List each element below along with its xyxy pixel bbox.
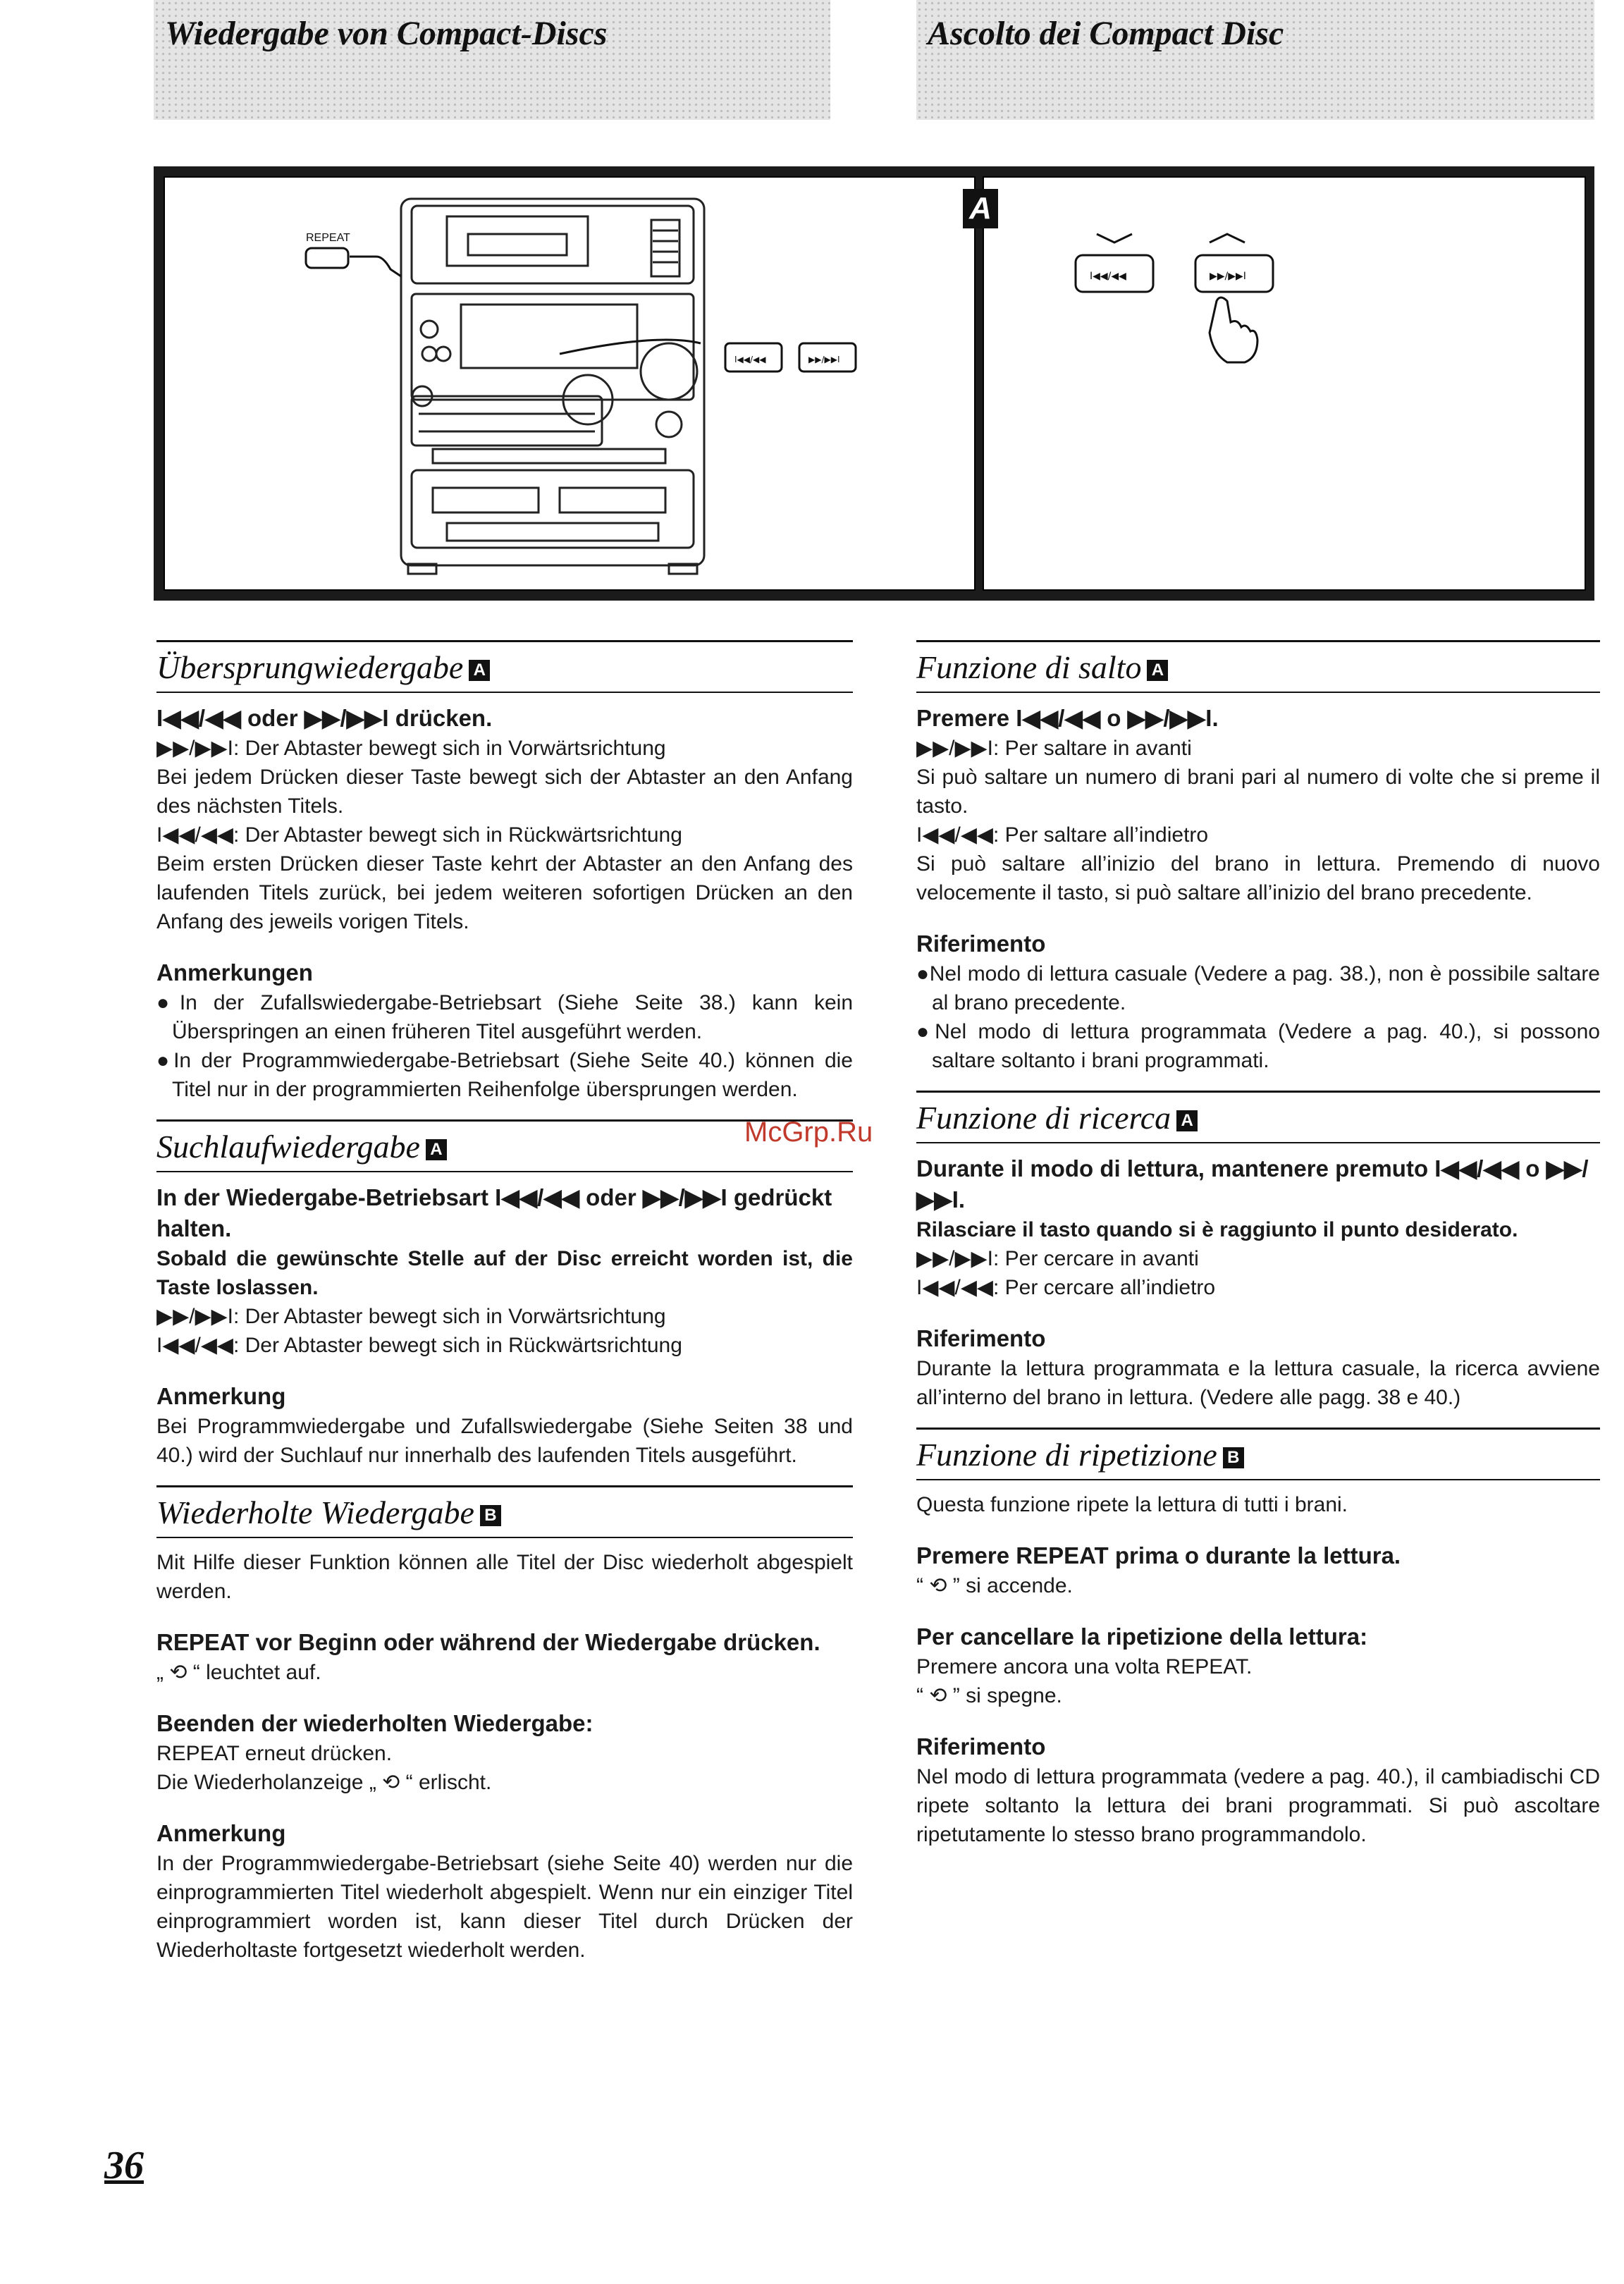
section-title-skip-it: Funzione di salto A <box>916 640 1600 693</box>
note-heading: Anmerkung <box>156 1820 286 1846</box>
section-title-skip-de: Übersprungwiedergabe A <box>156 640 853 693</box>
paragraph: Mit Hilfe dieser Funktion können alle Titel der Disc wiederholt abgespielt werden. <box>156 1551 853 1603</box>
text-line: I◀◀/◀◀: Per saltare all’indietro <box>916 823 1209 847</box>
paragraph: Bei Programmwiedergabe und Zufallswiedergabe (Siehe Seiten 38 und 40.) wird der Suchlauf nur innerhalb des laufenden Titels ausgeführt. <box>156 1415 853 1467</box>
section-title-repeat-de: Wiederholte Wiedergabe B <box>156 1485 853 1538</box>
page-number: 36 <box>104 2144 144 2187</box>
reference-heading: Riferimento <box>916 1733 1046 1760</box>
section-title-repeat-it: Funzione di ripetizione B <box>916 1428 1600 1480</box>
instruction: Premere REPEAT prima o durante la lettura. <box>916 1542 1401 1568</box>
next-button-label: ▶▶/▶▶I <box>808 355 840 364</box>
header-bar-right <box>916 0 1594 120</box>
text-line: REPEAT erneut drücken. <box>156 1742 393 1765</box>
text-line: ▶▶/▶▶I: Per saltare in avanti <box>916 737 1192 760</box>
reference-heading: Riferimento <box>916 1325 1046 1351</box>
instruction: REPEAT vor Beginn oder während der Wiedergabe drücken. <box>156 1629 820 1655</box>
instruction: Durante il modo di lettura, mantenere premuto I◀◀/◀◀ o ▶▶/▶▶I. <box>916 1155 1589 1212</box>
column-italian <box>916 640 1600 1849</box>
note-item: ●In der Zufallswiedergabe-Betriebsart (Siehe Seite 38.) kann kein Überspringen an einen früheren Titel ausgeführt werden. <box>156 991 853 1043</box>
repeat-label: REPEAT <box>306 232 350 244</box>
skip-buttons-detail-illustration <box>984 178 1585 589</box>
text-line: ▶▶/▶▶I: Der Abtaster bewegt sich in Vorwärtsrichtung <box>156 1305 666 1328</box>
note-item: ●Nel modo di lettura casuale (Vedere a pag. 38.), non è possibile saltare al brano precedente. <box>916 962 1600 1014</box>
section-badge: B <box>480 1505 501 1526</box>
paragraph: Si può saltare all’inizio del brano in lettura. Premendo di nuovo velocemente il tasto, si può saltare all’inizio del brano precedente. <box>916 852 1600 904</box>
subheading: Per cancellare la ripetizione della lettura: <box>916 1623 1368 1650</box>
paragraph: In der Programmwiedergabe-Betriebsart (siehe Seite 40) werden nur die einprogrammierten Titel wiederholt abgespielt. Wenn nur ein einziger Titel einprogrammiert worden ist, kann dieser Titel durch Drücken der Wiederholtaste fortgesetzt wiederholt werden. <box>156 1852 853 1962</box>
text-line: I◀◀/◀◀: Der Abtaster bewegt sich in Rückwärtsrichtung <box>156 1334 682 1357</box>
section-badge: A <box>1147 660 1168 681</box>
section-badge: B <box>1223 1447 1244 1468</box>
repeat-button-illustration <box>306 248 348 268</box>
text-line: I◀◀/◀◀: Der Abtaster bewegt sich in Rückwärtsrichtung <box>156 823 682 847</box>
reference-heading: Riferimento <box>916 931 1046 957</box>
section-badge: A <box>469 660 490 681</box>
instruction-sub: Sobald die gewünschte Stelle auf der Disc erreicht worden ist, die Taste loslassen. <box>156 1247 853 1299</box>
figure-badge-a: A <box>963 189 998 228</box>
section-title-search-de: Suchlaufwiedergabe A <box>156 1119 853 1172</box>
header-bar-left <box>154 0 830 120</box>
note-heading: Anmerkung <box>156 1383 286 1409</box>
paragraph: Durante la lettura programmata e la lettura casuale, la ricerca avviene all’interno del brano in lettura. (Vedere alle pagg. 38 e 40.) <box>916 1357 1600 1409</box>
text-line: “ ⟲ ” si accende. <box>916 1574 1073 1597</box>
column-german <box>156 640 853 1965</box>
instruction: I◀◀/◀◀ oder ▶▶/▶▶I drücken. <box>156 705 493 731</box>
text-line: I◀◀/◀◀: Per cercare all’indietro <box>916 1276 1216 1299</box>
note-item: ●Nel modo di lettura programmata (Vedere a pag. 40.), si possono saltare soltanto i brani programmati. <box>916 1020 1600 1072</box>
note-item: ●In der Programmwiedergabe-Betriebsart (Siehe Seite 40.) können die Titel nur in der programmierten Reihenfolge übersprungen werden. <box>156 1049 853 1101</box>
prev-button-label: I◀◀/◀◀ <box>734 355 766 364</box>
header-title-de: Wiedergabe von Compact-Discs <box>165 15 608 52</box>
instruction: In der Wiedergabe-Betriebsart I◀◀/◀◀ oder ▶▶/▶▶I gedrückt halten. <box>156 1184 832 1241</box>
text-line: Premere ancora una volta REPEAT. <box>916 1655 1253 1678</box>
text-line: ▶▶/▶▶I: Der Abtaster bewegt sich in Vorwärtsrichtung <box>156 737 666 760</box>
instruction: Premere I◀◀/◀◀ o ▶▶/▶▶I. <box>916 705 1219 731</box>
section-badge: A <box>1176 1110 1198 1131</box>
paragraph: Bei jedem Drücken dieser Taste bewegt sich der Abtaster an den Anfang des nächsten Titels. <box>156 766 853 818</box>
paragraph: Beim ersten Drücken dieser Taste kehrt der Abtaster an den Anfang des laufenden Titels zurück, bei jedem weiteren sofortigen Drücken an den Anfang des jeweils vorigen Titels. <box>156 852 853 933</box>
watermark: McGrp.Ru <box>744 1117 873 1148</box>
figure-panel-right <box>983 176 1586 591</box>
section-title-search-it: Funzione di ricerca A <box>916 1091 1600 1143</box>
header-title-it: Ascolto dei Compact Disc <box>928 15 1284 52</box>
instruction-sub: Rilasciare il tasto quando si è raggiunto il punto desiderato. <box>916 1218 1518 1241</box>
text-line: „ ⟲ “ leuchtet auf. <box>156 1661 321 1684</box>
text-line: “ ⟲ ” si spegne. <box>916 1684 1062 1707</box>
paragraph: Questa funzione ripete la lettura di tutti i brani. <box>916 1493 1348 1516</box>
paragraph: Si può saltare un numero di brani pari al numero di volte che si preme il tasto. <box>916 766 1600 818</box>
stereo-system-illustration <box>165 178 974 589</box>
figure-panel-left <box>164 176 976 591</box>
detail-prev-label: I◀◀/◀◀ <box>1090 271 1126 282</box>
paragraph: Nel modo di lettura programmata (vedere a pag. 40.), il cambiadischi CD ripete soltanto la lettura dei brani programmati. Si può ascoltare ripetutamente lo stesso brano programmandolo. <box>916 1765 1600 1846</box>
notes-heading: Anmerkungen <box>156 959 313 986</box>
detail-next-label: ▶▶/▶▶I <box>1210 271 1246 282</box>
subheading: Beenden der wiederholten Wiedergabe: <box>156 1710 593 1736</box>
section-badge: A <box>426 1139 447 1160</box>
text-line: Die Wiederholanzeige „ ⟲ “ erlischt. <box>156 1771 492 1794</box>
text-line: ▶▶/▶▶I: Per cercare in avanti <box>916 1247 1199 1270</box>
